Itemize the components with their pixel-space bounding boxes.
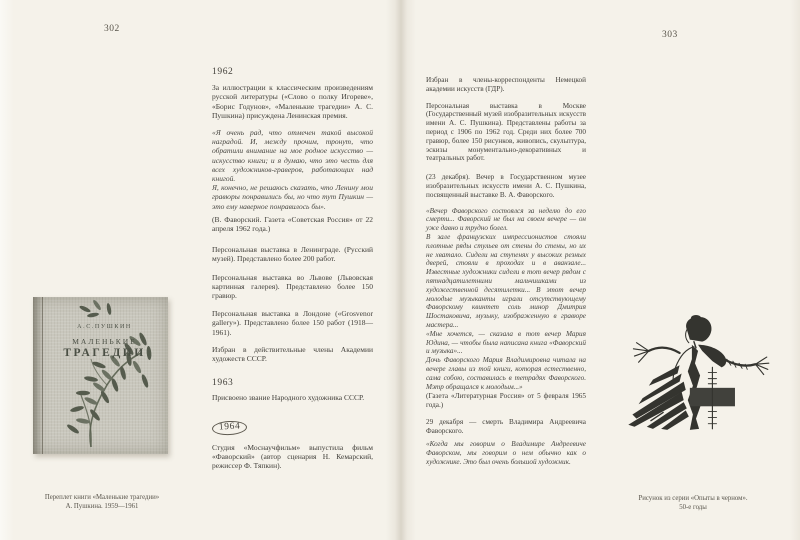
circled-year-1964: 1964 — [212, 420, 248, 436]
left-image-caption — [26, 493, 178, 511]
paragraph-december-29-death: 29 декабря — смерть Владимира Андреевича Фаворского. — [426, 417, 586, 435]
right-caption-line2: 50-е годы — [679, 504, 707, 511]
quote-evening-b: В зале французских импрессионистов стояли плотные ряды стульев от стены до стены, но их не хватало. Сидели на ступенях у высоких резных дверей, стояли в проходах и в аванзале... Известные художники сидели в тот вечер рядом с пятнадцатилетними мальчишками из художественной десятилетки... В этот вечер молодые музыканты играли отсутствующему Фаворскому квинтет соль минор Дмитрия Шостаковича, музыку, изображенную в гравюре мастера... — [426, 232, 586, 329]
paragraph-december-23-evening: (23 декабря). Вечер в Государственном музее изобразительных искусств имени А. С. Пушкина, посвященный выставке В. А. Фаворского. — [426, 173, 586, 199]
book-cover-photo — [33, 297, 168, 454]
source-literaturnaya-rossiya: (Газета «Литературная Россия» от 5 февраля 1965 года.) — [426, 392, 586, 410]
cover-title-line1: МАЛЕНЬКИЕ — [72, 337, 137, 346]
left-caption-line1: Переплет книги «Маленькие трагедии» — [44, 494, 160, 501]
left-text-column — [212, 68, 373, 471]
paragraph-lvov-exhibition: Персональная выставка во Львове (Львовская картинная галерея). Представлено более 150 гравюр. — [212, 272, 373, 301]
paragraph-lenin-prize: За иллюстрации к классическим произведениям русской литературы («Слово о полку Игореве», «Борис Годунов», «Маленькие трагедии» А. С. Пушкина) присуждена Ленинская премия. — [212, 83, 373, 120]
left-scan-edge — [0, 0, 14, 540]
cover-author-text: А.С.ПУШКИН — [77, 324, 132, 330]
ink-figure-illustration — [622, 314, 770, 435]
year-heading-1962: 1962 — [212, 67, 234, 77]
leaf-branch-illustration — [33, 297, 168, 454]
paragraph-london-exhibition: Персональная выставка в Лондоне («Grosvenor gallery»). Представлено более 150 работ (1918—1961). — [212, 309, 373, 337]
paragraph-peoples-artist: Присвоено звание Народного художника СССР. — [212, 393, 365, 403]
paragraph-leningrad-exhibition: Персональная выставка в Ленинграде. (Русский музей). Представлено более 200 работ. — [212, 245, 373, 264]
cover-title-line2: ТРАГЕДИИ — [63, 347, 146, 359]
right-caption-line1: Рисунок из серии «Опыты в черном». — [638, 495, 748, 502]
source-sovetskaya-rossiya: (В. Фаворский. Газета «Советская Россия» от 22 апреля 1962 года.) — [212, 214, 373, 234]
paragraph-moscow-exhibition: Персональная выставка в Москве (Государственный музей изобразительных искусств имени А. С. Пушкина). Представлены работы за период с 1906 по 1962 год. Среди них более 700 гравюр, более 150 рисунков, живопись, скульптура, эскизы монументально-декоративных и театральных работ. — [426, 101, 586, 163]
year-heading-1963: 1963 — [212, 378, 234, 389]
right-image-caption — [610, 494, 776, 512]
quote-favorsky-a: «Я очень рад, что отмечен такой высокой наградой. И, между прочим, тронут, что обратили внимание на мое родное искусство — искусство книги; и я думаю, что это честь для всех художников-граверов, работающих над книгой. — [212, 128, 373, 184]
page-number-right: 303 — [662, 30, 678, 40]
quote-favorsky-b: Я, конечно, не решаюсь сказать, что Ленину мои гравюры понравились бы, но что тут Пушкин — это ему наверное понравилось бы». — [212, 183, 373, 211]
page-number-left: 302 — [104, 24, 120, 34]
paragraph-film: Студия «Моснаучфильм» выпустила фильм «Фаворский» (автор сценария Н. Кемарский, режиссер Ф. Тяпкин). — [212, 442, 373, 471]
right-scan-edge — [790, 0, 800, 540]
right-text-column — [426, 76, 586, 467]
paragraph-gdr-academy: Избран в члены-корреспонденты Немецкой академии искусств (ГДР). — [426, 76, 586, 93]
left-caption-line2: А. Пушкина. 1959—1961 — [65, 503, 139, 510]
paragraph-academy-member: Избран в действительные члены Академии художеств СССР. — [212, 344, 373, 364]
quote-kogda-my-govorim: «Когда мы говорим о Владимире Андреевиче Фаворском, мы говорим о нем обычно как о художнике. Это был очень большой художник. — [426, 440, 586, 467]
quote-evening-d: Дочь Фаворского Мария Владимировна читала на вечере главы из той книги, которая естественно, сама собою, составилась в тетрадях Фаворского. Мэтр обращался к молодым...» — [426, 356, 586, 391]
year-heading-1964 — [212, 421, 373, 435]
quote-evening-a: «Вечер Фаворского состоялся за неделю до его смерти... Фаворский не был на своем вечере — он уже давно и трудно болел. — [426, 206, 586, 233]
page-gutter — [386, 0, 416, 540]
quote-evening-c: «Мне хочется, — сказала в тот вечер Мария Юдина, — чтобы была написана книга «Фаворский и музыка»... — [426, 329, 586, 356]
book-spine — [33, 297, 43, 454]
